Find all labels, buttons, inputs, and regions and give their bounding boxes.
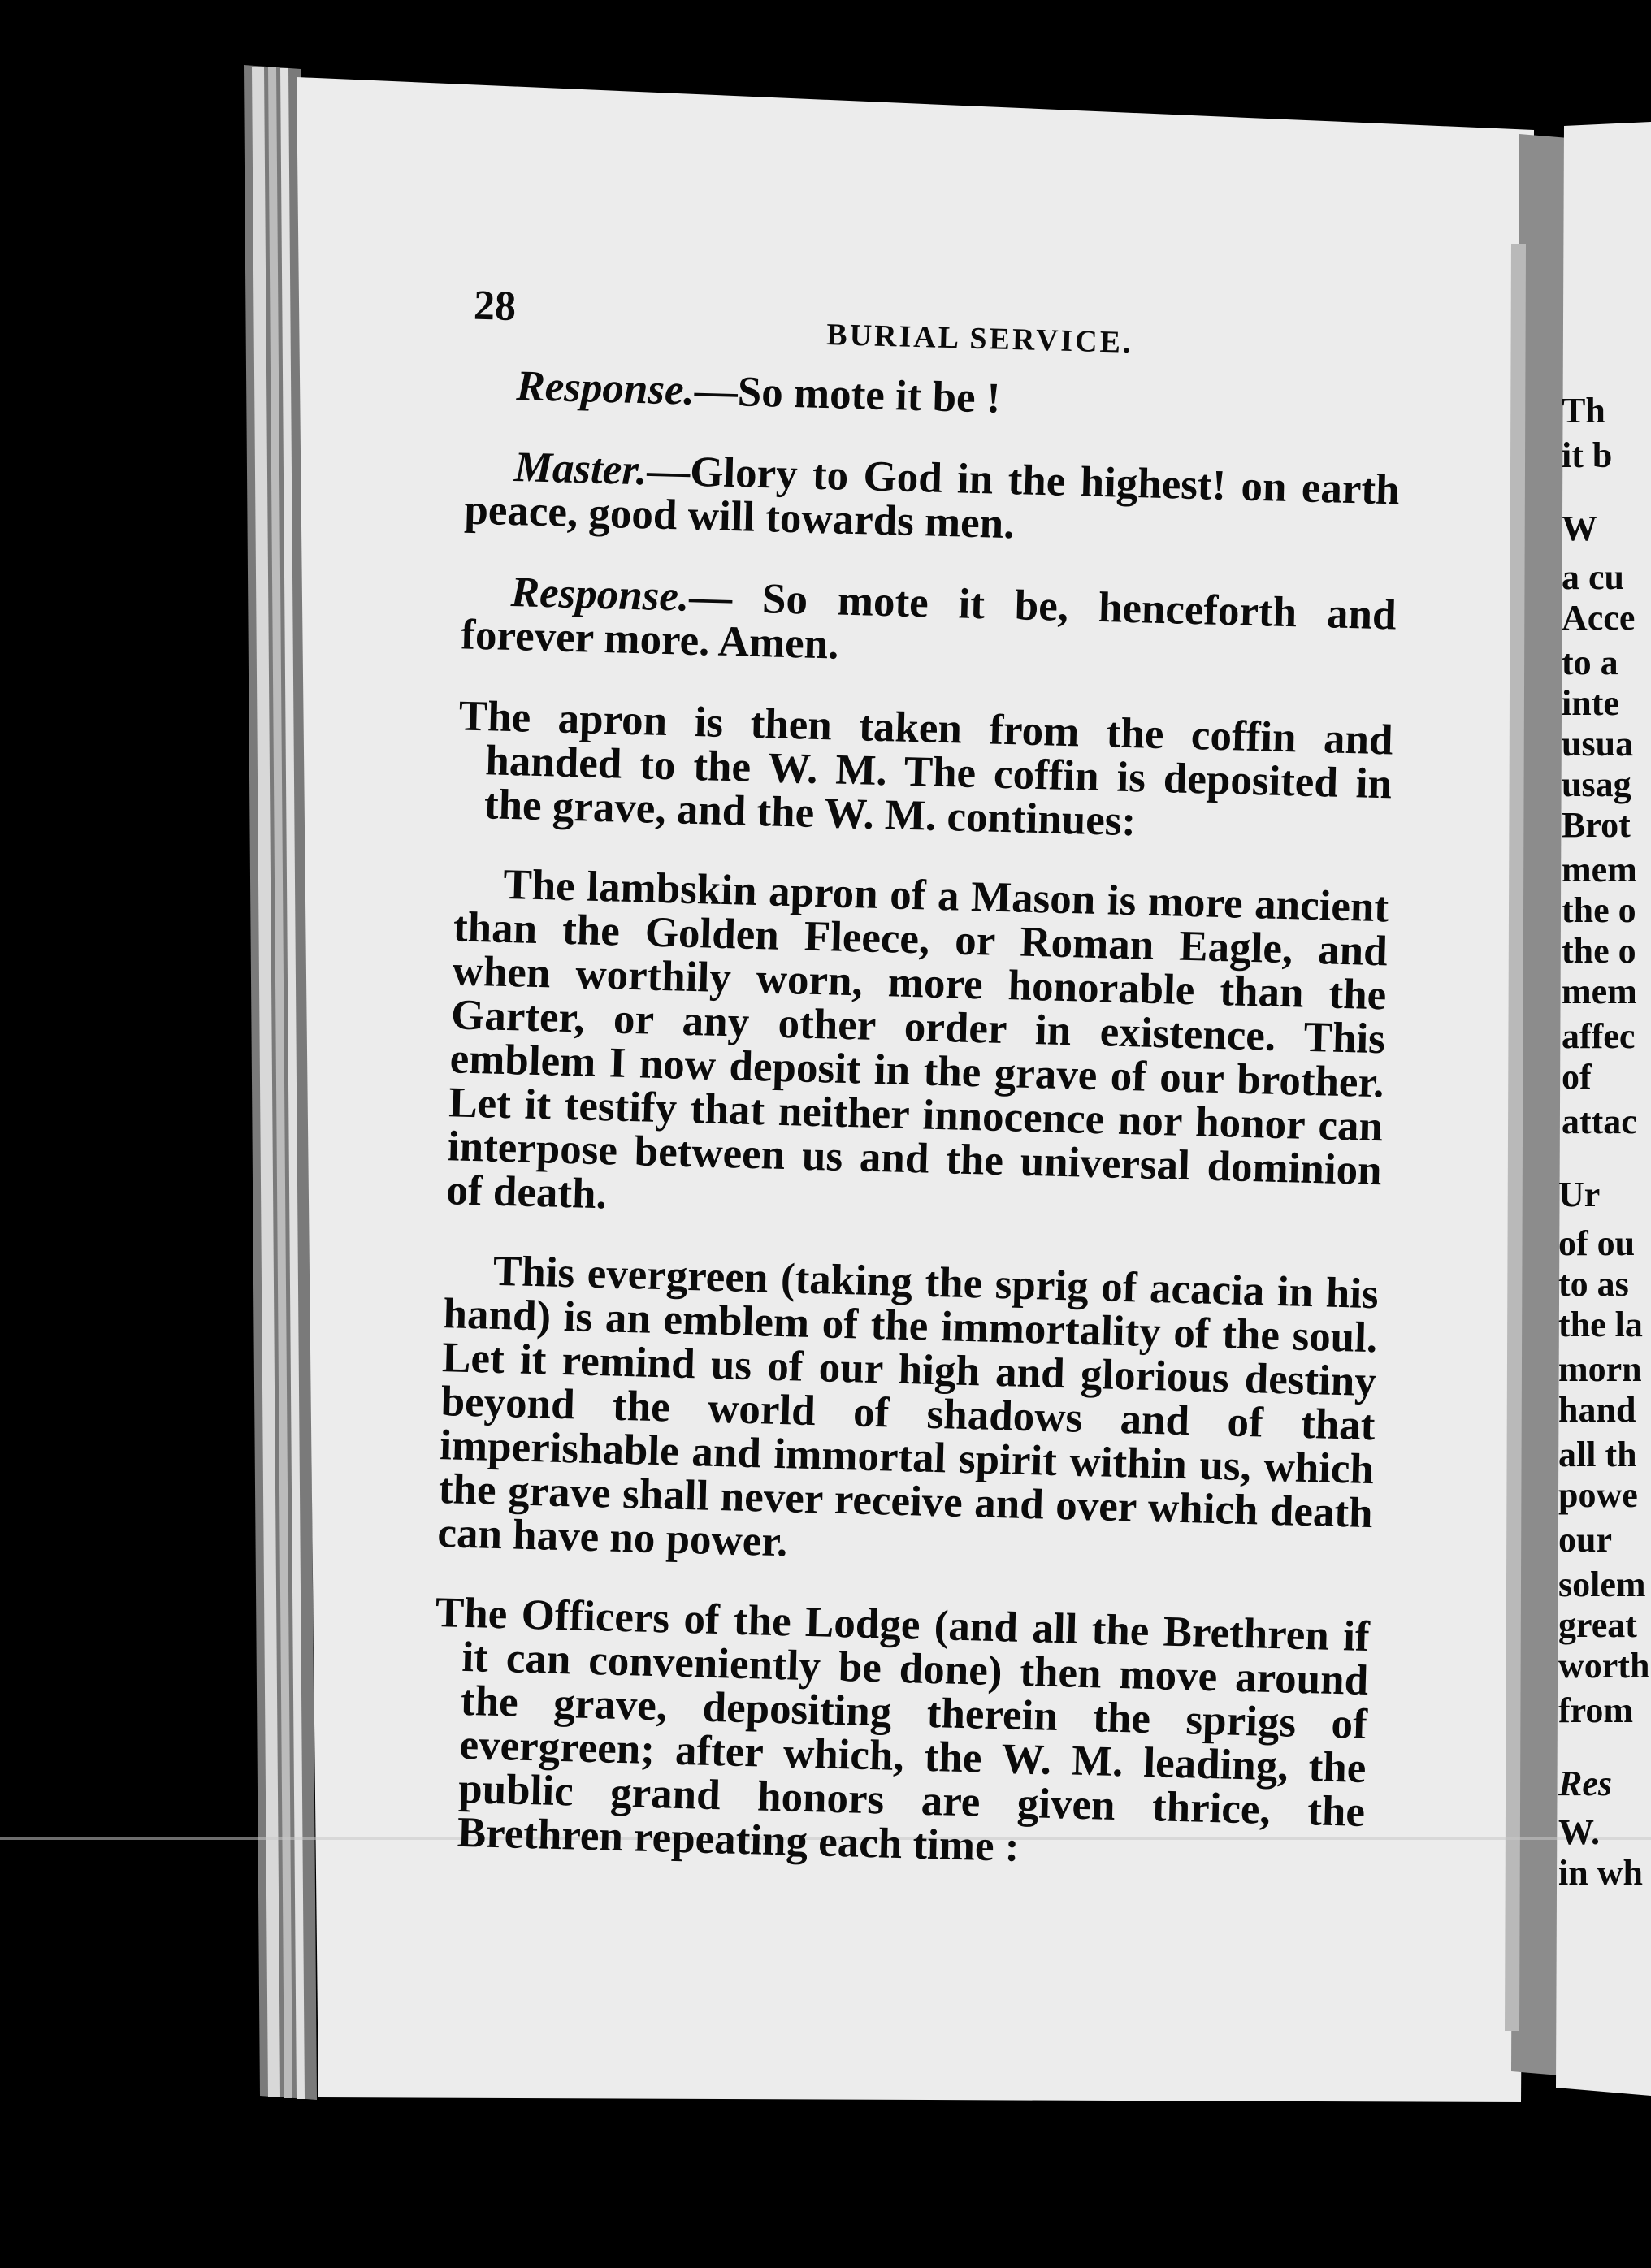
facing-page-line: Ur	[1558, 1175, 1601, 1214]
facing-page-line: morn	[1558, 1349, 1642, 1389]
book-page	[155, 88, 1467, 2119]
speaker-label: Response.	[510, 569, 690, 621]
facing-page-line: usua	[1562, 724, 1634, 764]
facing-page-line: to a	[1562, 643, 1618, 682]
facing-page-line: Acce	[1562, 598, 1636, 638]
paragraph-1: The lambskin apron of a Mason is more ancient than the Golden Fleece, or Roman Eagle, and when worthily worn, more honorable than the Garter, or any other order in existence. This emblem I now deposit in the grave of our brother. Let it testify that neither innocence nor honor can interpose between us and the universal dominion of death.	[445, 860, 1389, 1218]
facing-page-line: Brot	[1562, 805, 1631, 845]
response-2	[461, 569, 1397, 681]
facing-page-line: W	[1562, 509, 1597, 548]
facing-page-line: in wh	[1558, 1853, 1643, 1893]
facing-page-line: worth	[1558, 1646, 1650, 1686]
facing-page-line: mem	[1562, 972, 1637, 1011]
running-head: BURIAL SERVICE.	[826, 318, 1134, 360]
facing-page-line: powe	[1558, 1475, 1638, 1515]
response-1	[467, 363, 1402, 431]
facing-page-line: our	[1558, 1520, 1612, 1560]
facing-page-line: from	[1558, 1690, 1634, 1730]
facing-page-line: all th	[1558, 1435, 1637, 1474]
response-text: —So mote it be !	[694, 366, 1002, 422]
facing-page-line: of ou	[1558, 1223, 1636, 1263]
master-text: —Glory to God in the highest! on earth peace, good will towards men.	[463, 447, 1401, 548]
facing-page-line: the o	[1562, 931, 1636, 971]
facing-page-line: the o	[1562, 890, 1636, 930]
facing-page-line: mem	[1562, 850, 1637, 889]
facing-page-line: W.	[1558, 1812, 1600, 1852]
page-body	[428, 363, 1402, 1914]
master-speech	[464, 444, 1400, 556]
facing-page-line: of	[1562, 1057, 1592, 1097]
facing-page-line: the la	[1558, 1305, 1643, 1344]
facing-page-line: it b	[1562, 435, 1613, 475]
facing-page-line: hand	[1558, 1390, 1636, 1430]
speaker-label: Master.	[514, 444, 648, 495]
facing-page-line: inte	[1562, 683, 1619, 723]
facing-page-line: Th	[1562, 391, 1606, 431]
rubric-2: The Officers of the Lodge (and all the Brethren if it can conveniently be done) then move around the grave, depositing therein the sprigs of evergreen; after which, the W. M. leading, the public grand honors are given thrice, the Brethren repeating each time :	[435, 1589, 1371, 1871]
facing-page-line: a cu	[1562, 557, 1624, 597]
facing-page-line: great	[1558, 1605, 1637, 1645]
page-number: 28	[473, 282, 517, 331]
speaker-label: Response.	[515, 362, 696, 414]
facing-page-line: usag	[1562, 764, 1632, 804]
response-text: — So mote it be, henceforth and forever more. Amen.	[460, 573, 1398, 669]
facing-page-line: affec	[1562, 1016, 1636, 1056]
rubric-1: The apron is then taken from the coffin and handed to the W. M. The coffin is deposited in the grave, and the W. M. continues:	[458, 692, 1394, 846]
facing-page-line: attac	[1562, 1102, 1637, 1141]
facing-page-line: Res	[1558, 1764, 1612, 1803]
facing-page-line: solem	[1558, 1565, 1646, 1604]
paragraph-2: This evergreen (taking the sprig of acacia in his hand) is an emblem of the immortality of the soul. Let it remind us of our high and glorious destiny beyond the world of shadows and of that imperishable and immortal spirit within us, which the grave shall never receive and over which death can have no power.	[436, 1247, 1380, 1566]
facing-page-line: to as	[1558, 1264, 1629, 1304]
